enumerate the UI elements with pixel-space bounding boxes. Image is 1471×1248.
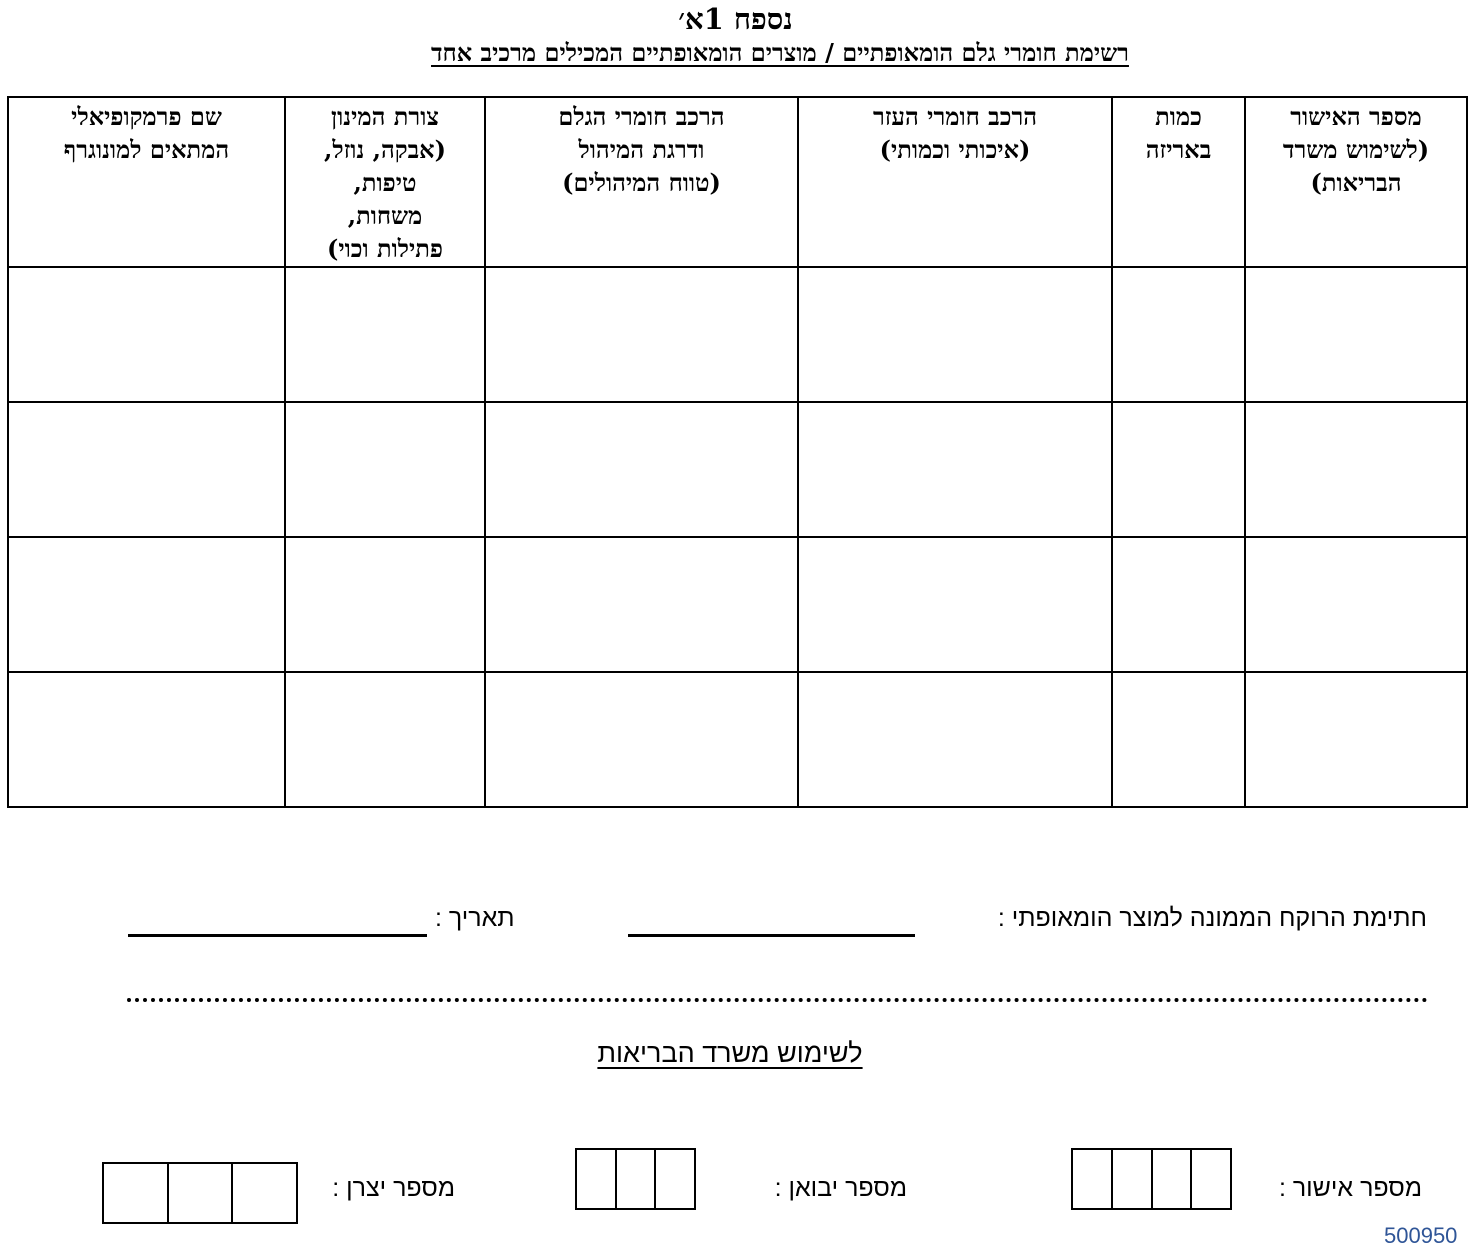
table-row xyxy=(8,537,1467,672)
column-header-pharmacopoeial-name: שם פרמקופיאלי המתאים למונוגרף xyxy=(8,97,285,267)
table-cell[interactable] xyxy=(1112,267,1245,402)
table-cell[interactable] xyxy=(485,267,798,402)
digit-box[interactable] xyxy=(167,1164,232,1222)
table-cell[interactable] xyxy=(285,537,485,672)
digit-box[interactable] xyxy=(1111,1150,1151,1208)
table-cell[interactable] xyxy=(1245,402,1467,537)
digit-box[interactable] xyxy=(654,1150,694,1208)
table-cell[interactable] xyxy=(8,267,285,402)
table-row xyxy=(8,267,1467,402)
date-line[interactable] xyxy=(128,934,427,937)
digit-box[interactable] xyxy=(1190,1150,1230,1208)
column-header-approval-number: מספר האישור (לשימוש משרד הבריאות) xyxy=(1245,97,1467,267)
table-cell[interactable] xyxy=(8,537,285,672)
manufacturer-number-label: מספר יצרן : xyxy=(332,1174,455,1202)
table-cell[interactable] xyxy=(285,402,485,537)
table-cell[interactable] xyxy=(798,537,1112,672)
importer-number-label: מספר יבואן : xyxy=(774,1174,907,1202)
table-cell[interactable] xyxy=(1245,672,1467,807)
pharmacist-signature-label: חתימת הרוקח הממונה למוצר הומאופתי : xyxy=(997,904,1427,932)
importer-number-boxes[interactable] xyxy=(575,1148,696,1210)
digit-box[interactable] xyxy=(615,1150,655,1208)
column-header-excipients: הרכב חומרי העזר (איכותי וכמותי) xyxy=(798,97,1112,267)
approval-number-label: מספר אישור : xyxy=(1278,1174,1422,1202)
column-header-dosage-form: צורת המינון (אבקה, נוזל, טיפות, משחות, פתילות וכוי) xyxy=(285,97,485,267)
table-cell[interactable] xyxy=(485,537,798,672)
ministry-use-heading: לשימוש משרד הבריאות xyxy=(597,1038,863,1068)
page-corner-number: 500950 xyxy=(1384,1223,1458,1248)
table-cell[interactable] xyxy=(1245,537,1467,672)
digit-box[interactable] xyxy=(104,1164,167,1222)
table-cell[interactable] xyxy=(485,672,798,807)
digit-box[interactable] xyxy=(231,1164,296,1222)
table-cell[interactable] xyxy=(8,402,285,537)
manufacturer-number-boxes[interactable] xyxy=(102,1162,298,1224)
table-cell[interactable] xyxy=(285,267,485,402)
date-label: תאריך : xyxy=(435,904,515,932)
table-row xyxy=(8,402,1467,537)
table-row xyxy=(8,672,1467,807)
approval-number-boxes[interactable] xyxy=(1071,1148,1232,1210)
table-cell[interactable] xyxy=(798,672,1112,807)
digit-box[interactable] xyxy=(1151,1150,1191,1208)
table-cell[interactable] xyxy=(285,672,485,807)
table-cell[interactable] xyxy=(798,267,1112,402)
digit-box[interactable] xyxy=(1073,1150,1111,1208)
table-cell[interactable] xyxy=(485,402,798,537)
dotted-divider xyxy=(127,998,1428,1002)
column-header-raw-materials: הרכב חומרי הגלם ודרגת המיהול (טווח המיהולים) xyxy=(485,97,798,267)
pharmacist-signature-line[interactable] xyxy=(628,934,915,937)
table-header-row xyxy=(8,97,1467,267)
table-cell[interactable] xyxy=(1112,537,1245,672)
column-header-package-quantity: כמות באריזה xyxy=(1112,97,1245,267)
table-cell[interactable] xyxy=(1112,402,1245,537)
table-cell[interactable] xyxy=(1112,672,1245,807)
subtitle-text: רשימת חומרי גלם הומאופתיים / מוצרים הומאופתיים המכילים מרכיב אחד xyxy=(431,38,1129,67)
page-title: נספח 1א׳ xyxy=(678,2,793,36)
table-cell[interactable] xyxy=(798,402,1112,537)
table-cell[interactable] xyxy=(8,672,285,807)
materials-table xyxy=(7,96,1468,808)
page-subtitle xyxy=(0,37,1471,69)
table-cell[interactable] xyxy=(1245,267,1467,402)
digit-box[interactable] xyxy=(577,1150,615,1208)
